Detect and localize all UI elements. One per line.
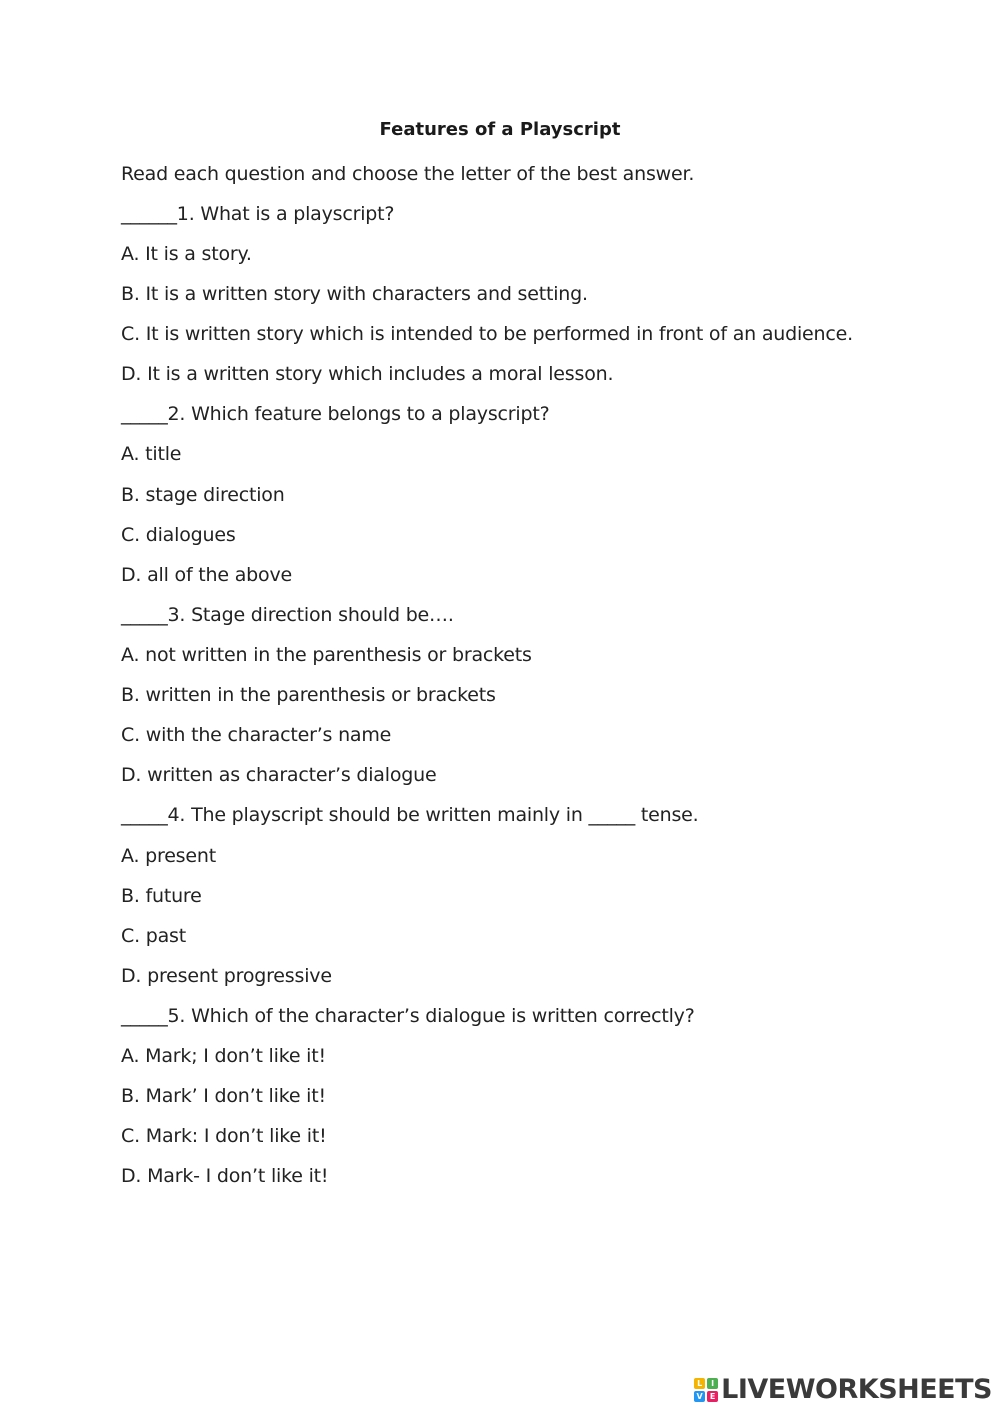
question-1: ______1. What is a playscript? <box>121 203 395 225</box>
question-2-option-d: D. all of the above <box>121 564 292 586</box>
logo-square-v: V <box>694 1391 705 1402</box>
logo-square-e: E <box>707 1391 718 1402</box>
logo-square-l: L <box>694 1378 705 1389</box>
question-3-option-a: A. not written in the parenthesis or brackets <box>121 644 532 666</box>
question-4-option-a: A. present <box>121 845 216 867</box>
question-3-option-d: D. written as character’s dialogue <box>121 764 437 786</box>
question-5-option-a: A. Mark; I don’t like it! <box>121 1045 326 1067</box>
question-4-option-d: D. present progressive <box>121 965 332 987</box>
question-4-option-c: C. past <box>121 925 186 947</box>
question-2-option-a: A. title <box>121 443 182 465</box>
question-3: _____3. Stage direction should be…. <box>121 604 454 626</box>
question-3-option-c: C. with the character’s name <box>121 724 392 746</box>
worksheet-title: Features of a Playscript <box>379 119 621 140</box>
question-4-option-b: B. future <box>121 885 202 907</box>
instructions: Read each question and choose the letter of the best answer. <box>121 163 695 185</box>
logo-square-i: I <box>707 1378 718 1389</box>
question-5-option-b: B. Mark’ I don’t like it! <box>121 1085 326 1107</box>
question-1-option-c: C. It is written story which is intended to be performed in front of an audience. <box>121 323 853 345</box>
liveworksheets-logo-icon <box>694 1378 718 1402</box>
logo-text: LIVEWORKSHEETS <box>721 1374 992 1405</box>
question-2-option-c: C. dialogues <box>121 524 236 546</box>
question-1-option-a: A. It is a story. <box>121 243 252 265</box>
liveworksheets-logo[interactable] <box>694 1374 992 1405</box>
question-2: _____2. Which feature belongs to a playscript? <box>121 403 550 425</box>
question-2-option-b: B. stage direction <box>121 484 285 506</box>
question-5-option-d: D. Mark- I don’t like it! <box>121 1165 329 1187</box>
question-3-option-b: B. written in the parenthesis or brackets <box>121 684 496 706</box>
question-5-option-c: C. Mark: I don’t like it! <box>121 1125 327 1147</box>
question-1-option-d: D. It is a written story which includes a moral lesson. <box>121 363 614 385</box>
question-5: _____5. Which of the character’s dialogue is written correctly? <box>121 1005 695 1027</box>
question-4: _____4. The playscript should be written mainly in _____ tense. <box>121 804 699 826</box>
question-1-option-b: B. It is a written story with characters and setting. <box>121 283 588 305</box>
